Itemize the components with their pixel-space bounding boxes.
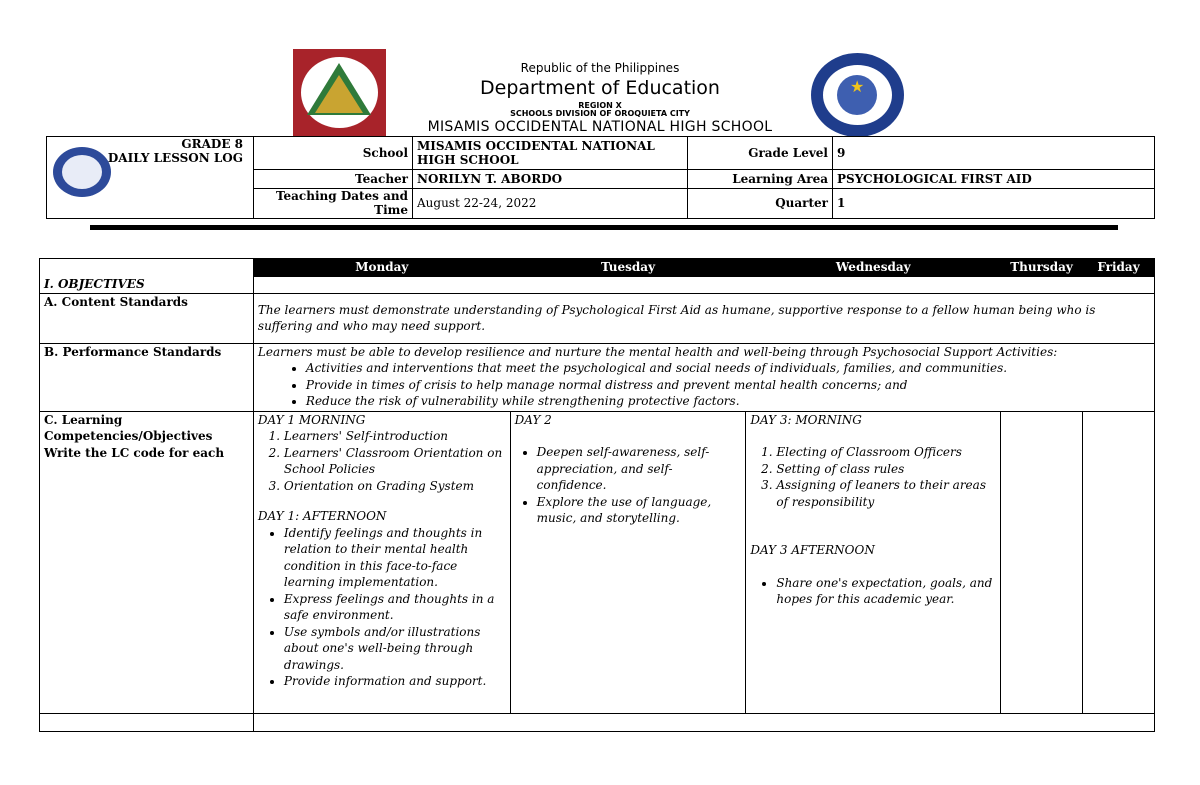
grade-label: GRADE 8 (181, 137, 243, 151)
monday-afternoon-title: DAY 1: AFTERNOON (257, 509, 387, 523)
list-item: 2. Learners' Classroom Orientation on School Policies (284, 445, 506, 478)
division-line: SCHOOLS DIVISION OF OROQUIETA CITY (510, 109, 690, 118)
list-item: • Use symbols and/or illustrations about one's well-being through drawings. (284, 624, 506, 674)
list-item: • Explore the use of language, music, and storytelling. (537, 494, 742, 527)
day-thursday: Thursday (1001, 259, 1083, 277)
school-value: MISAMIS OCCIDENTAL NATIONAL HIGH SCHOOL (413, 137, 688, 170)
thursday-lc-cell (1001, 411, 1083, 713)
list-item: 2. Setting of class rules (776, 461, 996, 478)
tuesday-lc-cell (510, 411, 746, 713)
divider (90, 225, 1118, 230)
quarter-value: 1 (833, 188, 1155, 218)
monday-morning-title: DAY 1 MORNING (257, 412, 366, 427)
region-line: REGION X (578, 101, 622, 110)
dates-value: August 22-24, 2022 (413, 188, 688, 218)
wednesday-morning-title: DAY 3: MORNING (750, 412, 862, 427)
list-item: • Share one's expectation, goals, and hopes for this academic year. (776, 575, 996, 608)
list-item: • Provide in times of crisis to help manage normal distress and prevent mental health concerns; and (306, 377, 1150, 394)
list-item: • Reduce the risk of vulnerability while strengthening protective factors. (306, 393, 1150, 410)
school-label: School (254, 137, 413, 170)
list-item: • Provide information and support. (284, 673, 506, 690)
content-standards-text: The learners must demonstrate understanding of Psychological First Aid as humane, supportive response to a fellow human being who is suffering and who may need support. (253, 293, 1154, 343)
learning-competencies-label: C. Learning Competencies/Objectives Write the LC code for each (40, 411, 254, 713)
list-item: 1. Learners' Self-introduction (284, 428, 506, 445)
list-item: 3. Assigning of leaners to their areas of responsibility (776, 477, 996, 510)
learning-area-value: PSYCHOLOGICAL FIRST AID (833, 170, 1155, 188)
learning-area-label: Learning Area (688, 170, 833, 188)
content-standards-label: A. Content Standards (40, 293, 254, 343)
monday-lc-cell (253, 411, 510, 713)
teacher-value: NORILYN T. ABORDO (413, 170, 688, 188)
list-item: 3. Orientation on Grading System (284, 478, 506, 495)
small-deped-logo (52, 137, 112, 197)
info-table (46, 136, 1155, 219)
wednesday-afternoon-title: DAY 3 AFTERNOON (750, 543, 875, 557)
day-monday: Monday (253, 259, 510, 277)
list-item: • Identify feelings and thoughts in relation to their mental health condition in this face-to-face learning implementation. (284, 525, 506, 591)
list-item: • Express feelings and thoughts in a safe environment. (284, 591, 506, 624)
list-item: 1. Electing of Classroom Officers (776, 444, 996, 461)
dates-label: Teaching Dates and Time (254, 188, 413, 218)
day-wednesday: Wednesday (746, 259, 1001, 277)
day-friday: Friday (1083, 259, 1155, 277)
grade-level-label: Grade Level (688, 137, 833, 170)
objectives-heading: I. OBJECTIVES (40, 276, 254, 293)
teacher-label: Teacher (254, 170, 413, 188)
department-title: Department of Education (480, 77, 720, 99)
lesson-table (39, 258, 1155, 732)
friday-lc-cell (1083, 411, 1155, 713)
grade-level-value: 9 (833, 137, 1155, 170)
list-item: • Activities and interventions that meet the psychological and social needs of individuals, families, and communities. (306, 360, 1150, 377)
quarter-label: Quarter (688, 188, 833, 218)
tuesday-title: DAY 2 (514, 412, 552, 427)
performance-standards-label: B. Performance Standards (40, 343, 254, 411)
list-item: • Deepen self-awareness, self-appreciation, and self-confidence. (537, 444, 742, 494)
performance-standards-cell (253, 343, 1154, 411)
day-tuesday: Tuesday (510, 259, 746, 277)
deped-seal-logo: ★ (811, 53, 904, 137)
performance-intro: Learners must be able to develop resilience and nurture the mental health and well-being through Psychosocial Support Activities: (257, 344, 1058, 359)
wednesday-lc-cell (746, 411, 1001, 713)
republic-line: Republic of the Philippines (520, 61, 680, 75)
log-type-label: DAILY LESSON LOG (107, 151, 243, 165)
school-banner: MISAMIS OCCIDENTAL NATIONAL HIGH SCHOOL (427, 119, 773, 135)
